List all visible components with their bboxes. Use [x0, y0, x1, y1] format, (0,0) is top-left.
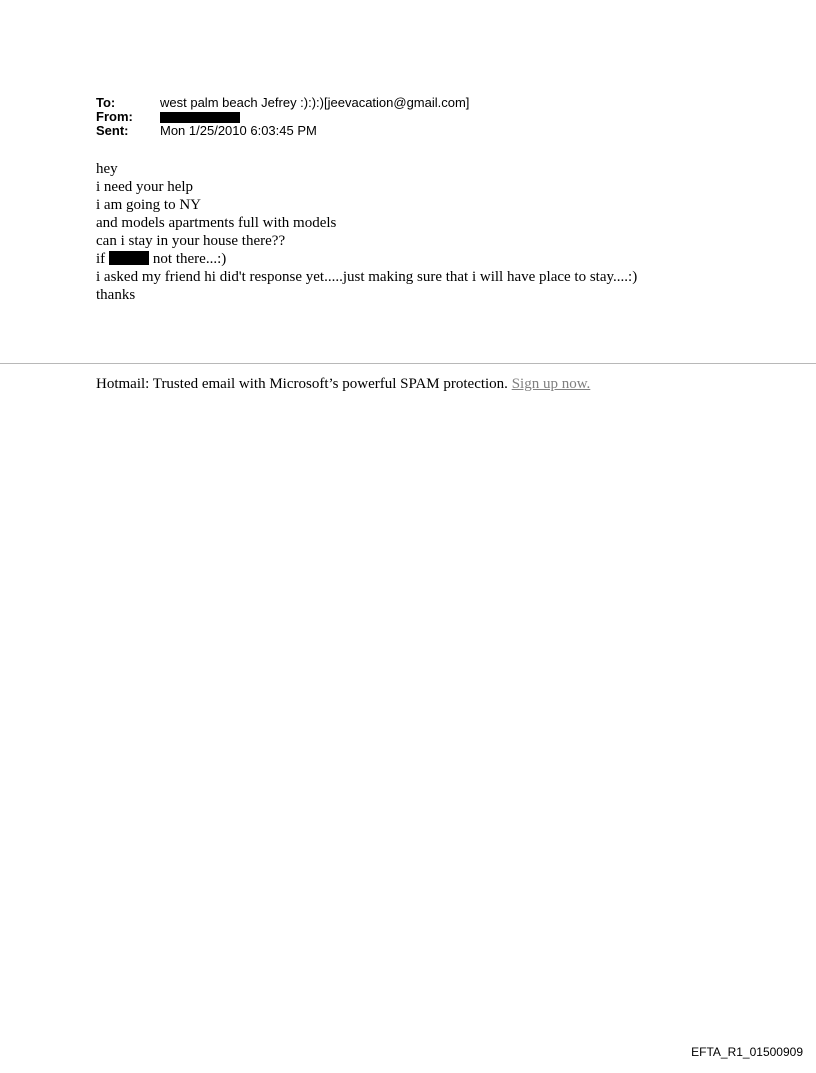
body-line: i am going to NY: [96, 197, 201, 213]
sign-up-link[interactable]: Sign up now.: [511, 376, 591, 392]
body-line-redacted: [96, 250, 637, 268]
to-value: west palm beach Jefrey :):):)[jeevacation@gmail.com]: [160, 95, 470, 110]
sent-row: [96, 124, 469, 138]
from-row: [96, 110, 469, 124]
body-line: hey: [96, 161, 118, 177]
redaction-box: [160, 112, 240, 123]
sent-value: Mon 1/25/2010 6:03:45 PM: [160, 123, 317, 138]
to-row: [96, 96, 469, 110]
if-suffix: not there...:): [149, 251, 227, 267]
from-label: From:: [96, 109, 133, 124]
footer-divider: [0, 363, 816, 364]
body-line: i asked my friend hi did't response yet.....just making sure that i will have place to stay....:): [96, 269, 638, 285]
redaction-box: [109, 251, 149, 265]
body-line: and models apartments full with models: [96, 215, 337, 231]
body-line: thanks: [96, 287, 136, 303]
sent-label: Sent:: [96, 123, 129, 138]
footer-text: Hotmail: Trusted email with Microsoft’s powerful SPAM protection.: [96, 376, 512, 392]
to-label: To:: [96, 95, 116, 110]
body-line: can i stay in your house there??: [96, 233, 286, 249]
email-header: [96, 96, 469, 138]
if-prefix: if: [96, 251, 106, 267]
document-id: EFTA_R1_01500909: [691, 1045, 803, 1059]
hotmail-footer: [96, 375, 590, 393]
body-line: i need your help: [96, 179, 194, 195]
email-body: [96, 160, 637, 304]
